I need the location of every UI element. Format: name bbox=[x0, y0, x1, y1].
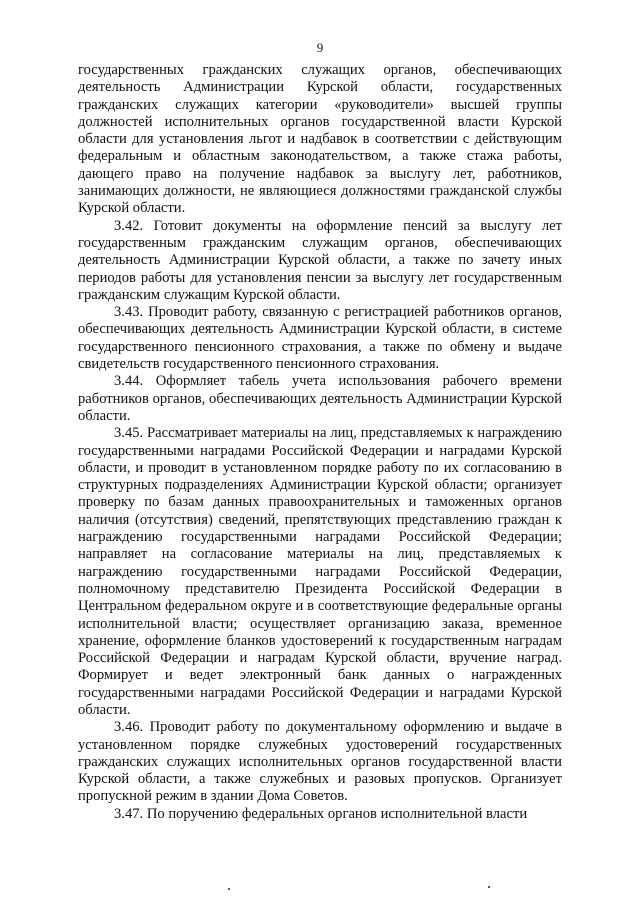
scan-speck bbox=[488, 886, 490, 888]
paragraph-3-46: 3.46. Проводит работу по документальному оформлению и выдаче в установленном порядке служебных удостоверений государственных гражданских служащих исполнительных органов государственной власти Курской области, а также служебных и разовых пропусков. Организует пропускной режим в здании Дома Советов. bbox=[78, 719, 562, 805]
paragraph-3-43: 3.43. Проводит работу, связанную с регистрацией работников органов, обеспечивающих деятельность Администрации Курской области, в системе государственного пенсионного страхования, а также по обмену и выдаче свидетельств государственного пенсионного страхования. bbox=[78, 304, 562, 373]
paragraph-3-42: 3.42. Готовит документы на оформление пенсий за выслугу лет государственным гражданским служащим органов, обеспечивающих деятельность Администрации Курской области, а также по зачету иных периодов работы для установления пенсии за выслугу лет государственным гражданским служащим Курской области. bbox=[78, 217, 562, 303]
paragraph-3-47: 3.47. По поручению федеральных органов исполнительной власти bbox=[114, 805, 528, 822]
page-number: 9 bbox=[316, 40, 324, 55]
paragraph-continuation: государственных гражданских служащих органов, обеспечивающих деятельность Администрации Курской области, государственных гражданских служащих категории «руководители» высшей группы должностей исполнительных органов государственной власти Курской области для установления льгот и надбавок в соответствии с действующим федеральным и областным законодательством, а также стажа работы, дающего право на получение надбавок за выслугу лет, работников, занимающих должности, не являющиеся должностями гражданской службы Курской области. bbox=[78, 62, 562, 217]
scan-speck bbox=[228, 888, 230, 890]
paragraph-3-44: 3.44. Оформляет табель учета использования рабочего времени работников органов, обеспечивающих деятельность Администрации Курской области. bbox=[78, 373, 562, 424]
paragraph-3-45: 3.45. Рассматривает материалы на лиц, представляемых к награждению государственными наградами Российской Федерации и наградами Курской области, и проводит в установленном порядке работу по их согласованию в структурных подразделениях Администрации Курской области; организует проверку по базам данных правоохранительных и таможенных органов наличия (отсутствия) сведений, препятствующих представлению граждан к награждению государственными наградами Российской Федерации; направляет на согласование материалы на лиц, представляемых к награждению государственными наградами Российской Федерации, полномочному представителю Президента Российской Федерации в Центральном федеральном округе и в соответствующие федеральные органы исполнительной власти; осуществляет организацию заказа, временное хранение, оформление бланков удостоверений к государственным наградам Российской Федерации и наградам Курской области, вручение наград. Формирует и ведет электронный банк данных о награжденных государственными наградами Российской Федерации и наградами Курской области. bbox=[78, 425, 562, 718]
